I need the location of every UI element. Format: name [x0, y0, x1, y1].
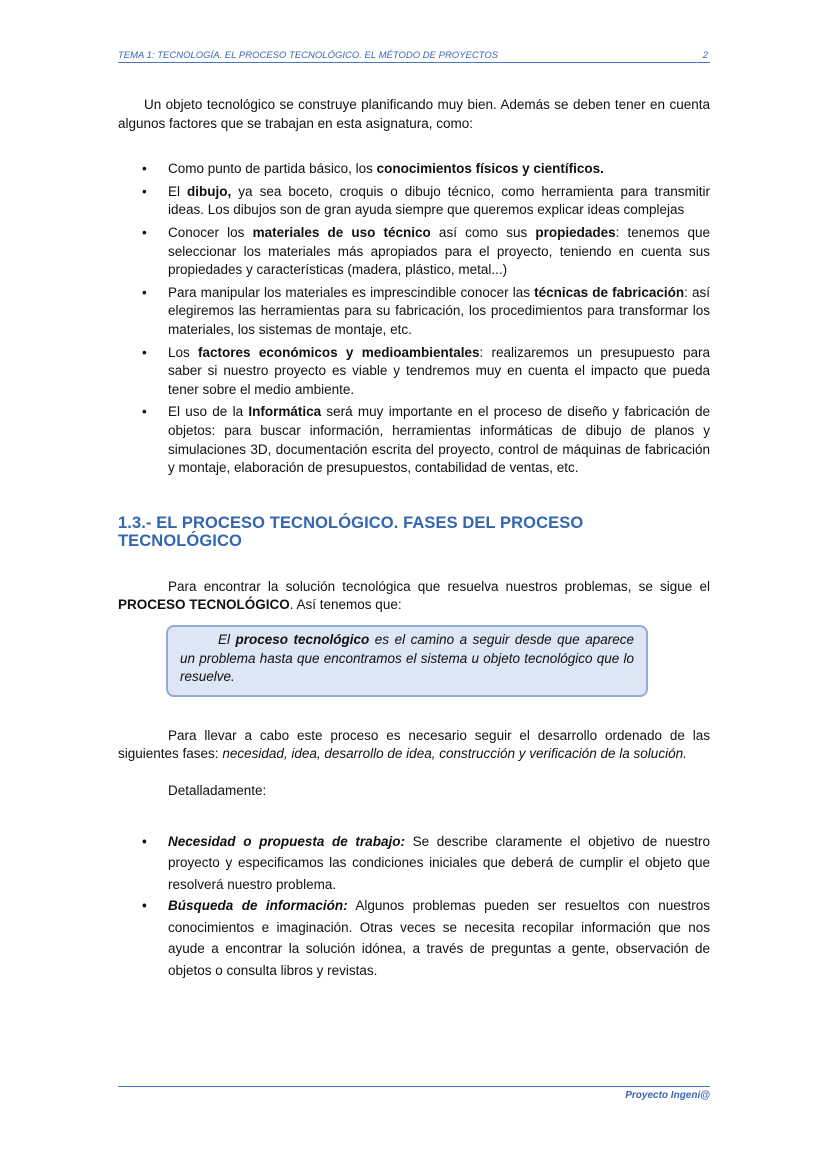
section-paragraph: Para encontrar la solución tecnológica que resuelva nuestros problemas, se sigue el PROCESO TECNOLÓGICO. Así tenemos que: [118, 578, 710, 613]
list-item: • El uso de la Informática será muy importante en el proceso de diseño y fabricación de objetos: para buscar información, herramientas informáticas de dibujo de planos y simulaciones 3D, documentación escrita del proyecto, control de máquinas de fabricación y montaje, elaboración de presupuestos, contabilidad de ventas, etc. [142, 404, 710, 476]
bullet-icon: • [142, 404, 147, 420]
bullet-icon: • [142, 161, 147, 177]
page-number: 2 [702, 50, 708, 61]
factors-list [118, 160, 710, 478]
definition-box: El proceso tecnológico es el camino a seguir desde que aparece un problema hasta que encontramos el sistema u objeto tecnológico que lo resuelve. [166, 625, 648, 697]
list-item: • Los factores económicos y medioambientales: realizaremos un presupuesto para saber si nuestro proyecto es viable y tendremos muy en cuenta el impacto que pueda tener sobre el medio ambiente. [142, 344, 710, 397]
list-item: • Como punto de partida básico, los conocimientos físicos y científicos. [118, 160, 710, 179]
bullet-icon: • [142, 344, 147, 360]
phases-list [118, 831, 710, 982]
bullet-icon: • [142, 224, 147, 240]
section-heading: 1.3.- EL PROCESO TECNOLÓGICO. FASES DEL PROCESO TECNOLÓGICO [118, 513, 584, 551]
detail-label: Detalladamente: [168, 783, 267, 799]
page-header [118, 48, 710, 63]
bullet-icon: • [142, 898, 147, 914]
list-item: • Conocer los materiales de uso técnico así como sus propiedades: tenemos que seleccionar los materiales más apropiados para el proyecto, teniendo en cuenta sus propiedades y características (madera, plástico, metal...) [142, 224, 710, 278]
bullet-icon: • [142, 833, 147, 849]
bullet-icon: • [142, 284, 147, 300]
header-title: TEMA 1: TECNOLOGÍA. EL PROCESO TECNOLÓGICO. EL MÉTODO DE PROYECTOS [118, 50, 499, 61]
bullet-icon: • [142, 183, 147, 199]
footer-label: Proyecto Ingeni@ [625, 1090, 710, 1101]
list-item: • El dibujo, ya sea boceto, croquis o dibujo técnico, como herramienta para transmitir ideas. Los dibujos son de gran ayuda siempre que queremos explicar ideas complejas [142, 183, 710, 218]
phases-paragraph: Para llevar a cabo este proceso es necesario seguir el desarrollo ordenado de las siguientes fases: necesidad, idea, desarrollo de idea, construcción y verificación de la solución. [118, 727, 710, 762]
footer-divider [118, 1086, 710, 1087]
list-item: • Búsqueda de información: Algunos problemas pueden ser resueltos con nuestros conocimientos e imaginación. Otras veces se necesita recopilar información que nos ayude a encontrar la solución idónea, a través de preguntas a gente, observación de objetos o consulta libros y revistas. [118, 895, 710, 981]
page-content [118, 96, 710, 981]
list-item: • Necesidad o propuesta de trabajo: Se describe claramente el objetivo de nuestro proyecto y especificamos las condiciones iniciales que deberá de cumplir el objeto que resolverá nuestro problema. [118, 831, 710, 896]
intro-paragraph: Un objeto tecnológico se construye planificando muy bien. Además se deben tener en cuenta algunos factores que se trabajan en esta asignatura, como: [118, 97, 710, 131]
list-item: • Para manipular los materiales es imprescindible conocer las técnicas de fabricación: así elegiremos las herramientas para su fabricación, los procedimientos para transformar los materiales, los sistemas de montaje, etc. [142, 284, 710, 337]
